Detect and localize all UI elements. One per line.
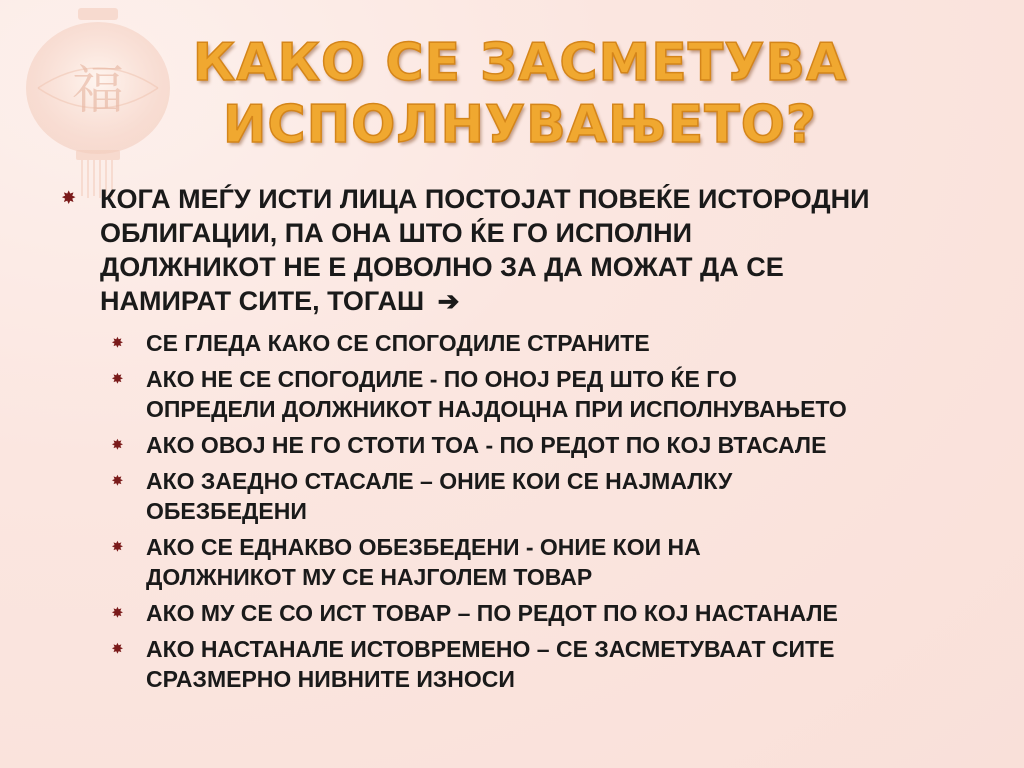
sub-point-6-line-1: АКО МУ СЕ СО ИСТ ТОВАР – ПО РЕДОТ ПО КОЈ НАСТАНАЛЕ <box>146 600 838 626</box>
sub-point-1-line-1: СЕ ГЛЕДА КАКО СЕ СПОГОДИЛЕ СТРАНИТЕ <box>146 330 650 356</box>
bullet-icon: ✸ <box>112 335 123 350</box>
bullet-icon: ✸ <box>112 437 123 452</box>
bullet-icon: ✸ <box>112 539 123 554</box>
main-point-line-3: ДОЛЖНИКОТ НЕ Е ДОВОЛНО ЗА ДА МОЖАТ ДА СЕ <box>100 252 784 282</box>
title-line-2: ИСПОЛНУВАЊЕТО? <box>222 95 818 155</box>
slide-title <box>150 32 890 156</box>
sub-point <box>60 364 980 424</box>
sub-point-7-line-1: АКО НАСТАНАЛЕ ИСТОВРЕМЕНО – СЕ ЗАСМЕТУВААТ СИТЕ <box>146 636 835 662</box>
sub-point-5-line-2: ДОЛЖНИКОТ МУ СЕ НАЈГОЛЕМ ТОВАР <box>146 564 593 590</box>
sub-point <box>60 328 980 358</box>
sub-point <box>60 430 980 460</box>
sub-point <box>60 634 980 694</box>
slide-content <box>60 182 980 700</box>
main-point-line-4 <box>100 284 980 318</box>
sub-point <box>60 598 980 628</box>
main-point-line-2: ОБЛИГАЦИИ, ПА ОНА ШТО ЌЕ ГО ИСПОЛНИ <box>100 218 693 248</box>
bullet-icon: ✸ <box>112 641 123 656</box>
main-point-line-4-text: НАМИРАТ СИТЕ, ТОГАШ <box>100 286 425 316</box>
arrow-right-icon: ➔ <box>437 286 460 316</box>
bullet-icon: ✸ <box>112 473 123 488</box>
sub-point-2-line-1: АКО НЕ СЕ СПОГОДИЛЕ - ПО ОНОЈ РЕД ШТО ЌЕ ГО <box>146 366 737 392</box>
sub-point-2-line-2: ОПРЕДЕЛИ ДОЛЖНИКОТ НАЈДОЦНА ПРИ ИСПОЛНУВАЊЕТО <box>146 396 847 422</box>
sub-point-4-line-2: ОБЕЗБЕДЕНИ <box>146 498 307 524</box>
sub-point-3-line-1: АКО ОВОЈ НЕ ГО СТОТИ ТОА - ПО РЕДОТ ПО КОЈ ВТАСАЛЕ <box>146 432 827 458</box>
sub-point-7-line-2: СРАЗМЕРНО НИВНИТЕ ИЗНОСИ <box>146 666 515 692</box>
main-point <box>60 182 980 318</box>
sub-point-5-line-1: АКО СЕ ЕДНАКВО ОБЕЗБЕДЕНИ - ОНИЕ КОИ НА <box>146 534 701 560</box>
sub-point <box>60 532 980 592</box>
bullet-icon: ✸ <box>112 371 123 386</box>
bullet-icon: ✸ <box>112 605 123 620</box>
main-point-line-1: КОГА МЕЃУ ИСТИ ЛИЦА ПОСТОЈАТ ПОВЕЌЕ ИСТОРОДНИ <box>100 184 870 214</box>
bullet-icon: ✸ <box>62 190 76 207</box>
sub-point-4-line-1: АКО ЗАЕДНО СТАСАЛЕ – ОНИЕ КОИ СЕ НАЈМАЛКУ <box>146 468 733 494</box>
lantern-glyph: 福 <box>71 61 125 121</box>
title-line-1: КАКО СЕ ЗАСМЕТУВА <box>192 33 848 93</box>
sub-point <box>60 466 980 526</box>
